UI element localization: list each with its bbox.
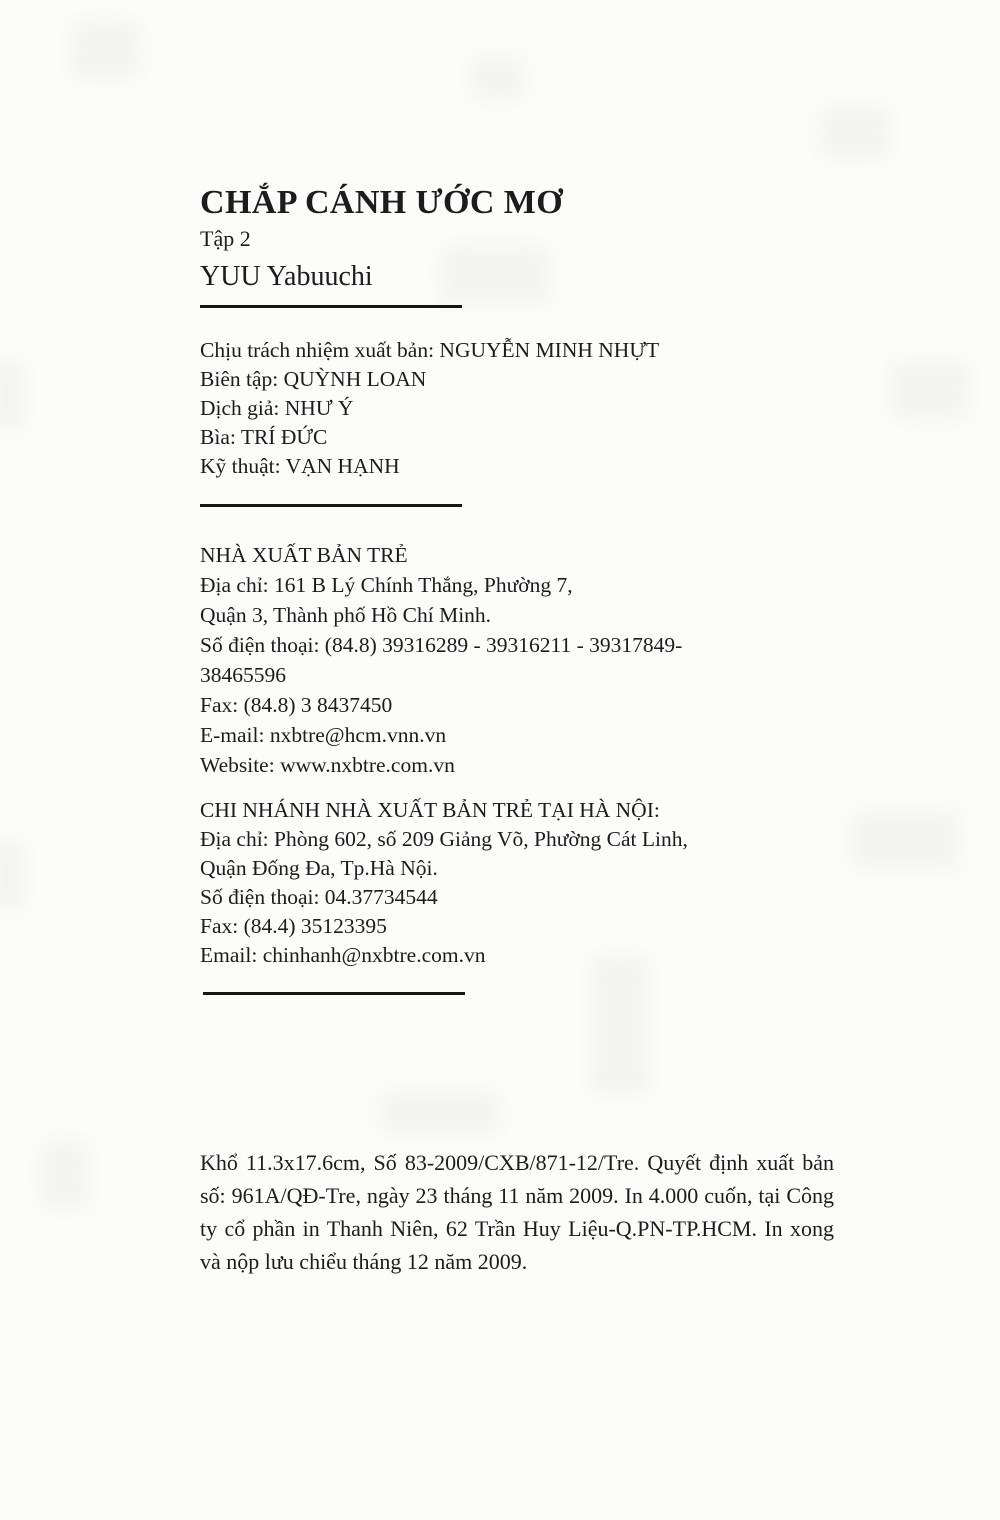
publisher-address bbox=[200, 570, 682, 780]
publisher-line: Fax: (84.8) 3 8437450 bbox=[200, 693, 393, 717]
print-info-line: số: 961A/QĐ-Tre, ngày 23 tháng 11 năm 2009. In 4.000 cuốn, tại Công bbox=[200, 1183, 834, 1208]
scan-artifact bbox=[0, 360, 25, 430]
scan-artifact bbox=[70, 20, 140, 80]
branch-line: Số điện thoại: 04.37734544 bbox=[200, 885, 438, 909]
title-block bbox=[200, 184, 563, 294]
scan-artifact bbox=[850, 810, 960, 870]
publisher-block bbox=[200, 540, 682, 780]
scan-artifact bbox=[820, 105, 890, 160]
print-info-block bbox=[200, 1146, 834, 1278]
credit-line: Kỹ thuật: VẠN HẠNH bbox=[200, 454, 400, 478]
publisher-line: 38465596 bbox=[200, 663, 286, 687]
branch-line: Địa chỉ: Phòng 602, số 209 Giảng Võ, Phường Cát Linh, bbox=[200, 827, 688, 851]
publisher-line: E-mail: nxbtre@hcm.vnn.vn bbox=[200, 723, 447, 747]
credit-line: Biên tập: QUỲNH LOAN bbox=[200, 367, 427, 391]
book-title: CHẮP CÁNH ƯỚC MƠ bbox=[200, 184, 564, 221]
divider bbox=[200, 305, 462, 308]
branch-block bbox=[200, 796, 688, 970]
publisher-line: Địa chỉ: 161 B Lý Chính Thắng, Phường 7, bbox=[200, 573, 573, 597]
branch-heading: CHI NHÁNH NHÀ XUẤT BẢN TRẺ TẠI HÀ NỘI: bbox=[200, 798, 660, 822]
branch-line: Quận Đống Đa, Tp.Hà Nội. bbox=[200, 856, 438, 880]
branch-line: Fax: (84.4) 35123395 bbox=[200, 914, 387, 938]
divider bbox=[200, 504, 462, 507]
credit-line: Chịu trách nhiệm xuất bản: NGUYỄN MINH NHỰT bbox=[200, 338, 660, 362]
publisher-name: NHÀ XUẤT BẢN TRẺ bbox=[200, 543, 408, 567]
credits-block bbox=[200, 336, 659, 481]
volume-label: Tập 2 bbox=[200, 226, 251, 251]
scan-artifact bbox=[40, 1140, 90, 1210]
credit-line: Bìa: TRÍ ĐỨC bbox=[200, 425, 328, 449]
scan-artifact bbox=[0, 840, 25, 910]
scan-artifact bbox=[890, 360, 970, 420]
branch-address bbox=[200, 825, 688, 970]
branch-line: Email: chinhanh@nxbtre.com.vn bbox=[200, 943, 486, 967]
scan-artifact bbox=[590, 955, 650, 1095]
publisher-line: Số điện thoại: (84.8) 39316289 - 39316211 - 39317849- bbox=[200, 633, 683, 657]
credit-line: Dịch giả: NHƯ Ý bbox=[200, 396, 354, 420]
publisher-line: Quận 3, Thành phố Hồ Chí Minh. bbox=[200, 603, 492, 627]
scan-artifact bbox=[380, 1090, 500, 1135]
author-name: YUU Yabuuchi bbox=[200, 261, 373, 292]
print-info-line: Khổ 11.3x17.6cm, Số 83-2009/CXB/871-12/Tre. Quyết định xuất bản bbox=[200, 1150, 834, 1175]
print-info-line: ty cổ phần in Thanh Niên, 62 Trần Huy Liệu-Q.PN-TP.HCM. In xong bbox=[200, 1216, 834, 1241]
divider bbox=[203, 992, 465, 995]
publisher-line: Website: www.nxbtre.com.vn bbox=[200, 753, 455, 777]
print-info-line: và nộp lưu chiểu tháng 12 năm 2009. bbox=[200, 1249, 528, 1274]
scan-artifact bbox=[470, 55, 525, 100]
